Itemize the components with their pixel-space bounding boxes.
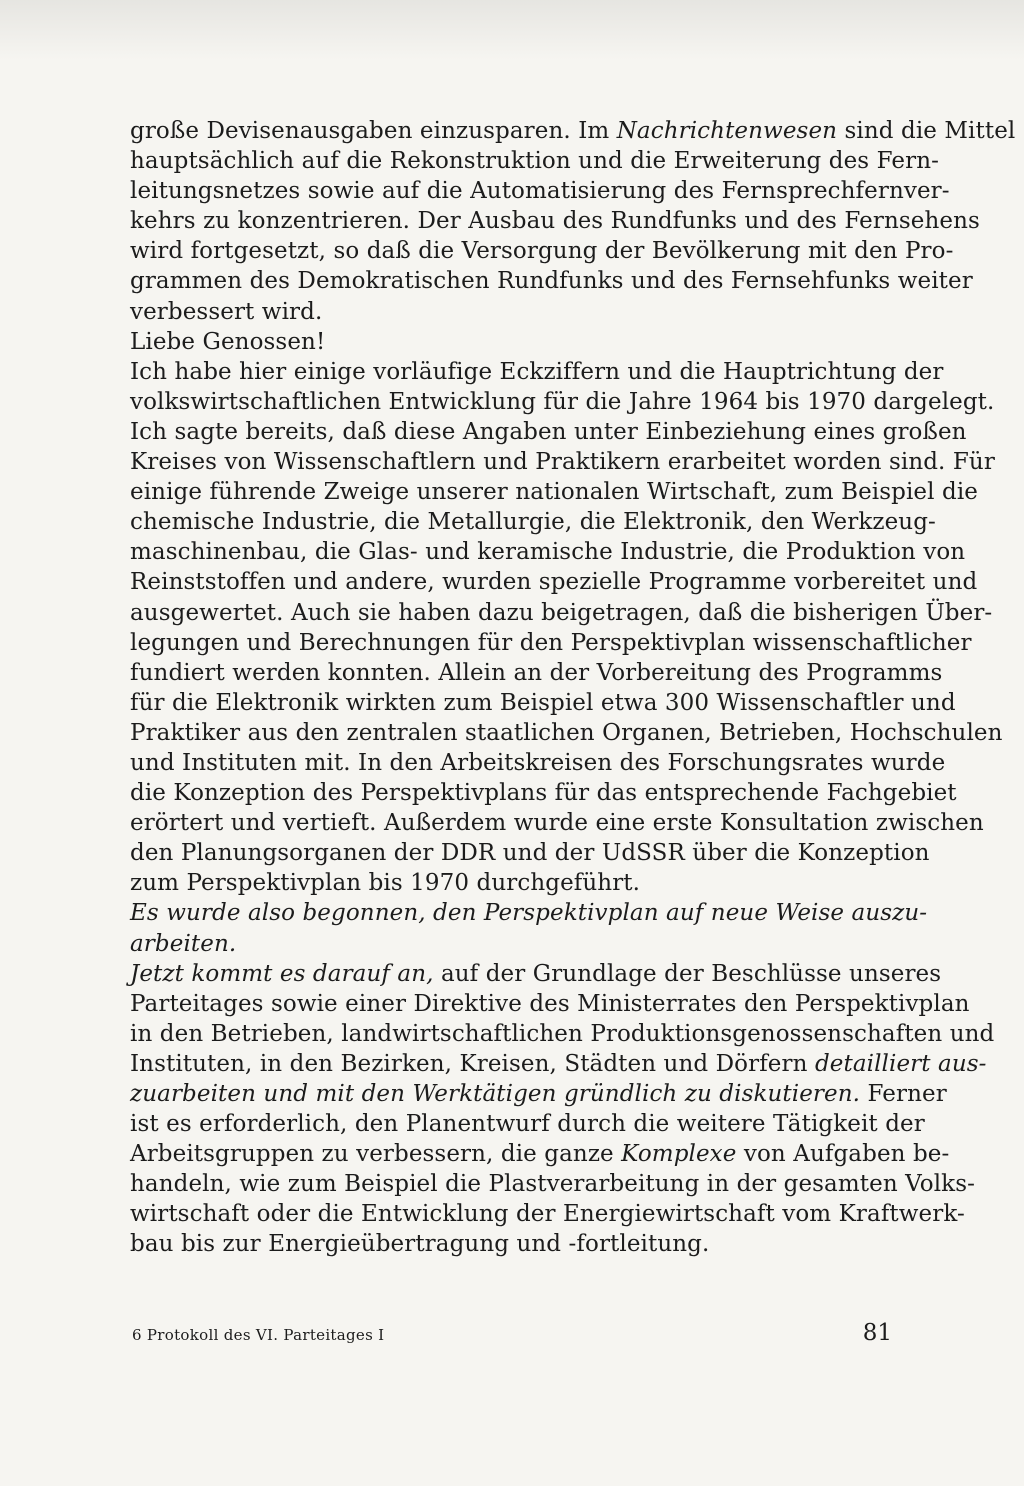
text-segment: hauptsächlich auf die Rekonstruktion und die Erweiterung des Fern- xyxy=(130,148,940,175)
text-line xyxy=(130,176,950,206)
text-line xyxy=(130,598,993,628)
text-segment: einige führende Zweige unserer nationalen Wirtschaft, zum Beispiel die xyxy=(130,479,978,506)
text-segment: Kreises von Wissenschaftlern und Praktikern erarbeitet worden sind. Für xyxy=(130,449,995,476)
text-line xyxy=(130,1019,995,1049)
text-line xyxy=(130,116,1016,146)
text-segment: verbessert wird. xyxy=(130,298,323,325)
italic-text: Es wurde also begonnen, den Perspektivplan auf neue Weise auszu- xyxy=(130,900,928,927)
text-line xyxy=(130,688,956,718)
italic-text: Komplexe xyxy=(621,1141,737,1168)
text-segment: fundiert werden konnten. Allein an der Vorbereitung des Programms xyxy=(130,659,943,686)
text-segment: chemische Industrie, die Metallurgie, die Elektronik, den Werkzeug- xyxy=(130,509,936,536)
text-segment: handeln, wie zum Beispiel die Plastverarbeitung in der gesamten Volks- xyxy=(130,1171,975,1198)
text-segment: Arbeitsgruppen zu verbessern, die ganze xyxy=(130,1141,622,1168)
italic-text: zuarbeiten und mit den Werktätigen gründlich zu diskutieren. xyxy=(130,1081,861,1107)
text-segment: grammen des Demokratischen Rundfunks und des Fernsehfunks weiter xyxy=(130,268,973,295)
page-footer xyxy=(130,1320,892,1354)
text-segment: Ferner xyxy=(860,1081,947,1107)
page-number: 81 xyxy=(862,1320,892,1346)
text-segment: Praktiker aus den zentralen staatlichen Organen, Betrieben, Hochschulen xyxy=(130,719,1003,746)
text-segment: ist es erforderlich, den Planentwurf durch die weitere Tätigkeit der xyxy=(130,1111,925,1138)
text-line xyxy=(130,989,970,1019)
text-segment: maschinenbau, die Glas- und keramische Industrie, die Produktion von xyxy=(130,539,966,566)
text-line xyxy=(130,357,944,387)
text-segment: wird fortgesetzt, so daß die Versorgung der Bevölkerung mit den Pro- xyxy=(130,238,954,265)
text-line xyxy=(130,146,940,176)
text-segment: den Planungsorganen der DDR und der UdSSR über die Konzeption xyxy=(130,840,930,867)
text-line xyxy=(130,327,892,357)
italic-text: detailliert aus- xyxy=(814,1050,987,1077)
text-line xyxy=(130,537,966,567)
text-line xyxy=(130,417,967,447)
text-line xyxy=(130,658,943,688)
text-segment: auf der Grundlage der Beschlüsse unseres xyxy=(433,960,942,987)
text-line xyxy=(130,1139,950,1169)
text-segment: Instituten, in den Bezirken, Kreisen, Städten und Dörfern xyxy=(130,1050,815,1077)
text-line xyxy=(130,718,1003,748)
text-line xyxy=(130,808,984,838)
text-segment: Ich habe hier einige vorläufige Eckziffern und die Hauptrichtung der xyxy=(130,358,944,385)
text-line xyxy=(130,266,973,296)
text-line xyxy=(130,628,972,658)
text-line xyxy=(130,838,930,868)
text-line xyxy=(130,898,928,928)
italic-text: Nachrichtenwesen xyxy=(616,118,838,144)
text-line xyxy=(130,507,936,537)
text-segment: volkswirtschaftlichen Entwicklung für die Jahre 1964 bis 1970 dargelegt. xyxy=(130,388,995,415)
page-edge-shadow xyxy=(0,0,1024,60)
text-line xyxy=(130,1199,965,1229)
text-segment: zum Perspektivplan bis 1970 durchgeführt. xyxy=(130,870,641,897)
text-line xyxy=(130,778,957,808)
text-segment: Ich sagte bereits, daß diese Angaben unter Einbeziehung eines großen xyxy=(130,418,967,445)
text-line xyxy=(130,748,946,778)
text-segment: und Instituten mit. In den Arbeitskreisen des Forschungsrates wurde xyxy=(130,749,946,776)
text-segment: bau bis zur Energieübertragung und -fortleitung. xyxy=(130,1231,710,1258)
footer-signature: 6 Protokoll des VI. Parteitages I xyxy=(132,1326,385,1344)
text-segment: die Konzeption des Perspektivplans für das entsprechende Fachgebiet xyxy=(130,780,957,807)
text-segment: erörtert und vertieft. Außerdem wurde eine erste Konsultation zwischen xyxy=(130,810,984,837)
text-line xyxy=(130,1079,947,1109)
text-line xyxy=(130,1109,925,1139)
text-line xyxy=(130,447,995,477)
text-segment: leitungsnetzes sowie auf die Automatisierung des Fernsprechfernver- xyxy=(130,178,950,205)
text-line xyxy=(130,477,978,507)
italic-text: arbeiten. xyxy=(130,930,237,957)
text-segment: in den Betrieben, landwirtschaftlichen Produktionsgenossenschaften und xyxy=(130,1020,995,1047)
text-segment: für die Elektronik wirkten zum Beispiel etwa 300 Wissenschaftler und xyxy=(130,689,956,716)
text-line xyxy=(130,387,995,417)
text-line xyxy=(130,1169,975,1199)
text-line xyxy=(130,236,954,266)
text-line xyxy=(130,1049,987,1079)
text-line xyxy=(130,206,980,236)
text-segment: sind die Mittel xyxy=(837,118,1016,144)
text-segment: kehrs zu konzentrieren. Der Ausbau des Rundfunks und des Fernsehens xyxy=(130,208,980,235)
text-line xyxy=(130,1229,892,1259)
text-line xyxy=(130,567,978,597)
text-line xyxy=(130,959,942,989)
body-text xyxy=(130,116,1016,1260)
text-segment: legungen und Berechnungen für den Perspektivplan wissenschaftlicher xyxy=(130,629,972,656)
text-line xyxy=(130,929,892,959)
text-segment: Parteitages sowie einer Direktive des Ministerrates den Perspektivplan xyxy=(130,990,970,1017)
italic-text: Jetzt kommt es darauf an, xyxy=(130,960,434,987)
text-segment: Reinststoffen und andere, wurden spezielle Programme vorbereitet und xyxy=(130,569,978,596)
text-segment: ausgewertet. Auch sie haben dazu beigetragen, daß die bisherigen Über- xyxy=(130,599,993,626)
text-segment: Liebe Genossen! xyxy=(130,328,326,355)
text-segment: von Aufgaben be- xyxy=(736,1141,950,1168)
text-line xyxy=(130,868,892,898)
text-segment: wirtschaft oder die Entwicklung der Energiewirtschaft vom Kraftwerk- xyxy=(130,1201,965,1228)
text-line xyxy=(130,297,892,327)
text-segment: große Devisenausgaben einzusparen. Im xyxy=(130,118,617,144)
